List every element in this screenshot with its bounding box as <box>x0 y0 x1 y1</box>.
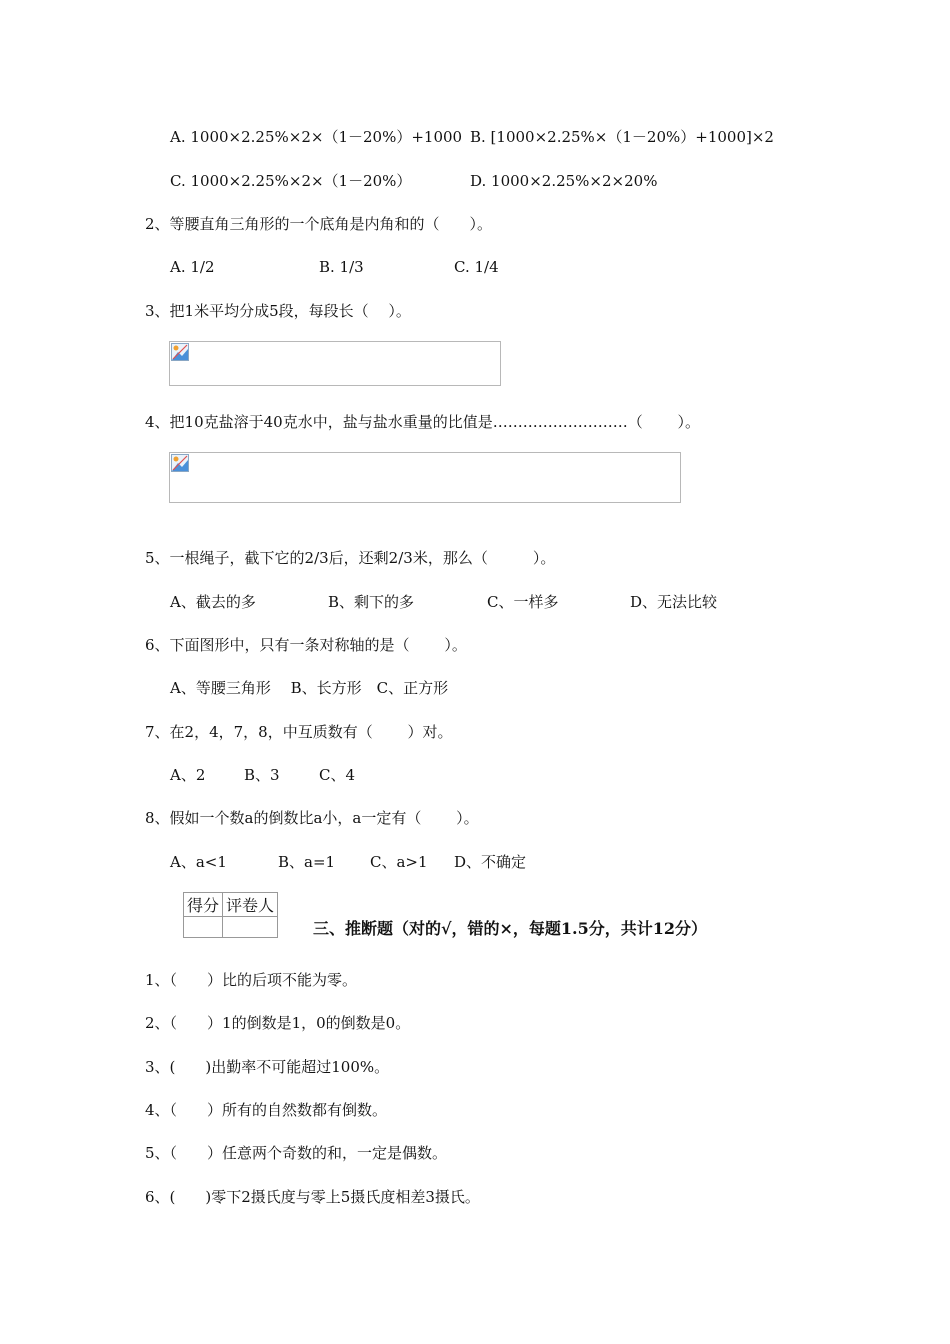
judge-item-6: 6、( )零下2摄氏度与零上5摄氏度相差3摄氏。 <box>145 1188 480 1206</box>
question-2: 2、等腰直角三角形的一个底角是内角和的（ ）。 <box>145 215 493 233</box>
section-3-title: 三、推断题（对的√，错的×，每题1.5分，共计12分） <box>313 919 708 938</box>
q8-option-b: B、a=1 <box>278 853 336 871</box>
question-6: 6、下面图形中，只有一条对称轴的是（ ）。 <box>145 636 467 654</box>
judge-item-3: 3、( )出勤率不可能超过100%。 <box>145 1058 390 1076</box>
score-cell[interactable] <box>184 917 223 938</box>
q2-option-a: A. 1/2 <box>170 258 215 276</box>
q7-option-c: C、4 <box>319 766 356 784</box>
broken-image-icon <box>171 454 189 472</box>
q6-options: A、等腰三角形 B、长方形 C、正方形 <box>170 679 449 697</box>
question-3: 3、把1米平均分成5段，每段长（ ）。 <box>145 302 411 320</box>
q7-option-b: B、3 <box>244 766 280 784</box>
q4-options-image <box>169 452 681 503</box>
judge-item-4: 4、（ ）所有的自然数都有倒数。 <box>145 1101 388 1119</box>
q8-option-a: A、a<1 <box>170 853 227 871</box>
q5-option-d: D、无法比较 <box>630 593 718 611</box>
q5-option-b: B、剩下的多 <box>328 593 415 611</box>
q5-option-c: C、一样多 <box>487 593 559 611</box>
grader-header: 评卷人 <box>223 893 278 917</box>
score-table <box>183 892 278 938</box>
score-header: 得分 <box>184 893 223 917</box>
question-4: 4、把10克盐溶于40克水中，盐与盐水重量的比值是………………………（ ）。 <box>145 413 700 431</box>
q1-option-d: D. 1000×2.25%×2×20% <box>470 172 658 190</box>
grader-cell[interactable] <box>223 917 278 938</box>
q8-option-c: C、a>1 <box>370 853 428 871</box>
q2-option-c: C. 1/4 <box>454 258 499 276</box>
judge-item-1: 1、（ ）比的后项不能为零。 <box>145 971 358 989</box>
broken-image-icon <box>171 343 189 361</box>
q3-options-image <box>169 341 501 386</box>
judge-item-5: 5、（ ）任意两个奇数的和，一定是偶数。 <box>145 1144 448 1162</box>
q7-option-a: A、2 <box>170 766 206 784</box>
q5-option-a: A、截去的多 <box>170 593 256 611</box>
q2-option-b: B. 1/3 <box>319 258 364 276</box>
question-8: 8、假如一个数a的倒数比a小，a一定有（ ）。 <box>145 809 479 827</box>
q8-option-d: D、不确定 <box>454 853 527 871</box>
question-7: 7、在2，4，7，8，中互质数有（ ）对。 <box>145 723 453 741</box>
judge-item-2: 2、（ ）1的倒数是1，0的倒数是0。 <box>145 1014 411 1032</box>
question-5: 5、一根绳子，截下它的2/3后，还剩2/3米，那么（ ）。 <box>145 549 556 567</box>
q1-option-c: C. 1000×2.25%×2×（1－20%） <box>170 172 412 190</box>
q1-option-b: B. [1000×2.25%×（1－20%）+1000]×2 <box>470 128 774 146</box>
q1-option-a: A. 1000×2.25%×2×（1－20%）+1000 <box>170 128 463 146</box>
